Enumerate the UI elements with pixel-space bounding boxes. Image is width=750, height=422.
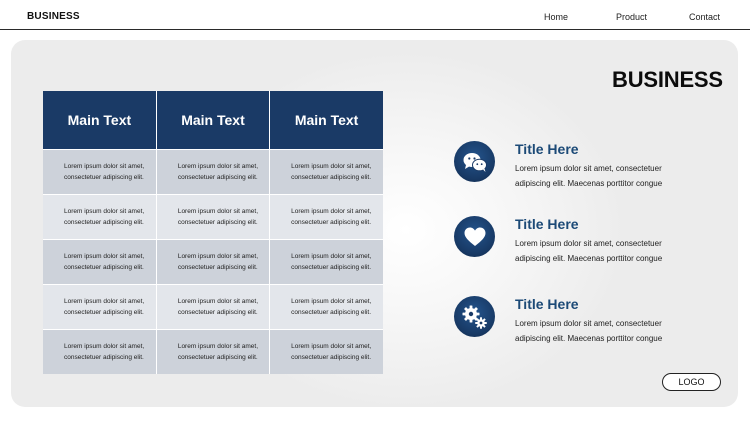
table-cell: Lorem ipsum dolor sit amet, consectetuer adipiscing elit. bbox=[270, 240, 383, 285]
table-cell: Lorem ipsum dolor sit amet, consectetuer adipiscing elit. bbox=[270, 330, 383, 375]
heart-icon bbox=[464, 227, 486, 247]
feature-description: Lorem ipsum dolor sit amet, consectetuer adipiscing elit. Maecenas porttitor congue bbox=[515, 319, 663, 343]
wechat-icon bbox=[462, 151, 488, 173]
page-title: BUSINESS bbox=[612, 67, 723, 92]
table-cell: Lorem ipsum dolor sit amet, consectetuer adipiscing elit. bbox=[156, 195, 269, 240]
nav-home-link[interactable]: Home bbox=[544, 12, 569, 22]
logo-button[interactable]: LOGO bbox=[662, 373, 721, 391]
table-cell: Lorem ipsum dolor sit amet, consectetuer adipiscing elit. bbox=[43, 330, 156, 375]
table-row bbox=[43, 150, 383, 195]
table-cell: Lorem ipsum dolor sit amet, consectetuer adipiscing elit. bbox=[43, 195, 156, 240]
table-cell: Lorem ipsum dolor sit amet, consectetuer adipiscing elit. bbox=[43, 150, 156, 195]
table-header-row bbox=[43, 91, 383, 150]
brand-name: BUSINESS bbox=[27, 11, 80, 22]
table-cell: Lorem ipsum dolor sit amet, consectetuer adipiscing elit. bbox=[43, 285, 156, 330]
feature-icon-badge bbox=[454, 141, 495, 182]
table-row bbox=[43, 240, 383, 285]
column-header: Main Text bbox=[270, 91, 383, 150]
gears-icon bbox=[462, 304, 488, 330]
table-cell: Lorem ipsum dolor sit amet, consectetuer adipiscing elit. bbox=[156, 150, 269, 195]
feature-description: Lorem ipsum dolor sit amet, consectetuer adipiscing elit. Maecenas porttitor congue bbox=[515, 164, 663, 188]
data-table bbox=[43, 91, 383, 374]
table-row bbox=[43, 285, 383, 330]
column-header: Main Text bbox=[156, 91, 269, 150]
table-cell: Lorem ipsum dolor sit amet, consectetuer adipiscing elit. bbox=[156, 240, 269, 285]
feature-title: Title Here bbox=[515, 141, 579, 157]
table-row bbox=[43, 330, 383, 375]
table-cell: Lorem ipsum dolor sit amet, consectetuer adipiscing elit. bbox=[270, 195, 383, 240]
feature-description: Lorem ipsum dolor sit amet, consectetuer adipiscing elit. Maecenas porttitor congue bbox=[515, 239, 663, 263]
feature-title: Title Here bbox=[515, 216, 579, 232]
table-cell: Lorem ipsum dolor sit amet, consectetuer adipiscing elit. bbox=[270, 285, 383, 330]
table-cell: Lorem ipsum dolor sit amet, consectetuer adipiscing elit. bbox=[270, 150, 383, 195]
table-cell: Lorem ipsum dolor sit amet, consectetuer adipiscing elit. bbox=[43, 240, 156, 285]
feature-icon-badge bbox=[454, 216, 495, 257]
table-cell: Lorem ipsum dolor sit amet, consectetuer adipiscing elit. bbox=[156, 285, 269, 330]
column-header: Main Text bbox=[43, 91, 156, 150]
table-row bbox=[43, 195, 383, 240]
nav-product-link[interactable]: Product bbox=[616, 12, 648, 22]
table-cell: Lorem ipsum dolor sit amet, consectetuer adipiscing elit. bbox=[156, 330, 269, 375]
top-nav-bar bbox=[0, 0, 750, 30]
nav-contact-link[interactable]: Contact bbox=[689, 12, 721, 22]
feature-title: Title Here bbox=[515, 296, 579, 312]
feature-icon-badge bbox=[454, 296, 495, 337]
